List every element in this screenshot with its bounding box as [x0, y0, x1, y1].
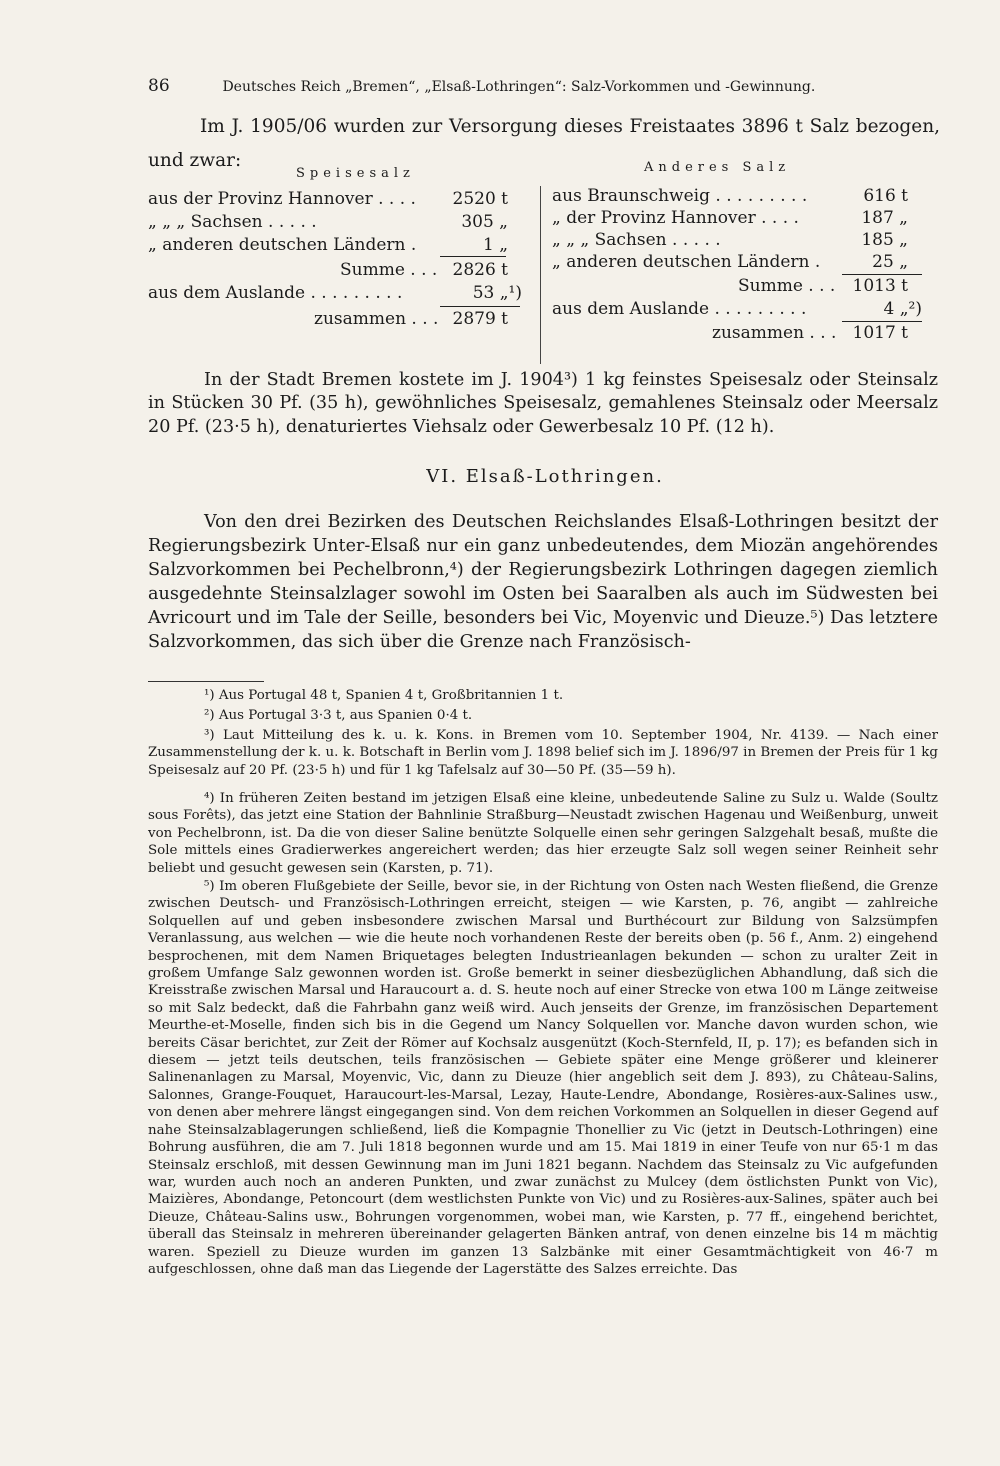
row-label: „ anderen deutschen Ländern .: [552, 252, 821, 272]
row-label: aus dem Auslande . . . . . . . . .: [148, 283, 403, 303]
sum-rule: [440, 256, 506, 257]
price-paragraph: In der Stadt Bremen kostete im J. 1904³) 1 kg feinstes Speisesalz oder Steinsalz in Stücken 30 Pf. (35 h), gewöhnliches Speisesalz, gemahlenes Steinsalz oder Meersalz 20 Pf. (23·5 h), denaturiertes Viehsalz oder Gewerbesalz 10 Pf. (12 h).: [148, 370, 938, 437]
section-paragraph: Von den drei Bezirken des Deutschen Reichslandes Elsaß-Lothringen besitzt der Regierungsbezirk Unter-Elsaß nur ein ganz unbedeutendes, dem Miozän angehörendes Salzvorkommen bei Pechelbronn,⁴) der Regierungsbezirk Lothringen dagegen ziemlich ausgedehnte Steinsalzlager sowohl im Osten bei Saaralben als auch im Südwesten bei Avricourt und im Tale der Seille, besonders bei Vic, Moyenvic und Dieuze.⁵) Das letztere Salzvorkommen, das sich über die Grenze nach Französisch-: [148, 512, 938, 652]
row-label: „ anderen deutschen Ländern .: [148, 235, 417, 255]
intro-line-2: und zwar:: [148, 150, 242, 171]
sum-rule: [842, 274, 922, 275]
row-value: 2520 t: [452, 189, 508, 209]
row-value: 2826 t: [452, 260, 508, 280]
row-label: aus dem Auslande . . . . . . . . .: [552, 299, 807, 319]
row-label: zusammen . . .: [712, 323, 837, 343]
table-title-speisesalz: Speisesalz: [296, 166, 415, 181]
row-label: „ „ „ Sachsen . . . . .: [148, 212, 317, 232]
table-anderes-salz: [552, 160, 942, 346]
footnote-4: ⁴) In früheren Zeiten bestand im jetzigen Elsaß eine kleine, unbedeutende Saline zu Sulz u. Walde (Soultz sous Forêts), das jetzt eine Station der Bahnlinie Straßburg—Neustadt zwischen Hagenau und Weißenburg, unweit von Pechelbronn, ist. Da die von dieser Saline benützte Solquelle einen sehr geringen Salzgehalt besaß, mußte die Sole mittels eines Gradierwerkes angereichert werden; das hier erzeugte Salz soll wegen seiner Reinheit sehr beliebt und gesucht gewesen sein (Karsten, p. 71).: [148, 791, 938, 876]
footnote-rule: [148, 681, 264, 682]
row-value: 185 „: [861, 230, 908, 250]
row-value: 53 „¹): [472, 283, 522, 303]
row-label: aus der Provinz Hannover . . . .: [148, 189, 416, 209]
section-heading: VI. Elsaß-Lothringen.: [426, 466, 664, 487]
row-label: zusammen . . .: [314, 309, 439, 329]
table-speisesalz: [148, 166, 528, 346]
row-label: Summe . . .: [340, 260, 438, 280]
row-value: 1013 t: [852, 276, 908, 296]
row-value: 305 „: [461, 212, 508, 232]
row-label: Summe . . .: [738, 276, 836, 296]
intro-line-1: Im J. 1905/06 wurden zur Versorgung dieses Freistaates 3896 t Salz bezogen,: [200, 116, 940, 137]
row-value: 616 t: [863, 186, 908, 206]
running-title: Deutsches Reich „Bremen“, „Elsaß-Lothringen“: Salz-Vorkommen und -Gewinnung.: [222, 79, 816, 95]
table-title-anderes-salz: Anderes Salz: [644, 160, 791, 175]
row-value: 187 „: [861, 208, 908, 228]
row-value: 4 „²): [883, 299, 922, 319]
total-rule: [440, 306, 520, 307]
footnote-1: ¹) Aus Portugal 48 t, Spanien 4 t, Großbritannien 1 t.: [204, 688, 564, 703]
footnote-5: ⁵) Im oberen Flußgebiete der Seille, bevor sie, in der Richtung von Osten nach Westen fließend, die Grenze zwischen Deutsch- und Französisch-Lothringen erreicht, steigen — wie Karsten, p. 76, angibt — zahlreiche Solquellen auf und geben insbesondere zwischen Marsal und Burthécourt zur Bildung von Salzsümpfen Veranlassung, aus welchen — wie die heute noch vorhandenen Reste der bereits oben (p. 56 f., Anm. 2) eingehend besprochenen, mit dem Namen Briquetages belegten Industrieanlagen bekunden — schon zu uralter Zeit in großem Umfange Salz gewonnen worden ist. Große bemerkt in seiner diesbezüglichen Abhandlung, daß sich die Kreisstraße zwischen Marsal und Haraucourt a. d. S. heute noch auf einer Strecke von etwa 100 m Länge zeitweise so mit Salz bedeckt, daß die Fahrbahn ganz weiß wird. Auch jenseits der Grenze, im französischen Departement Meurthe-et-Moselle, finden sich bis in die Gegend um Nancy Solquellen vor. Manche davon wurden schon, wie bereits Cäsar berichtet, zur Zeit der Römer auf Kochsalz ausgenützt (Koch-Sternfeld, II, p. 17); es befanden sich in diesem — jetzt teils deutschen, teils französischen — Gebiete später eine Menge größerer und kleinerer Salinenanlagen zu Marsal, Moyenvic, Vic, dann zu Dieuze (hier angeblich seit dem J. 893), zu Château-Salins, Salonnes, Grange-Fouquet, Haraucourt-les-Marsal, Lezay, Haute-Lendre, Abondange, Rosières-aux-Salines usw., von denen aber mehrere längst eingegangen sind. Von dem reichen Vorkommen an Solquellen in dieser Gegend auf nahe Steinsalzablagerungen schließend, ließ die Kompagnie Thonellier zu Vic (jetzt in Deutsch-Lothringen) eine Bohrung ausführen, die am 7. Juli 1818 begonnen wurde und am 15. Mai 1819 in einer Teufe von nur 65·1 m das Steinsalz erschloß, mit dessen Gewinnung man im Juni 1821 begann. Nachdem das Steinsalz zu Vic aufgefunden war, wurden auch noch an anderen Punkten, und zwar zunächst zu Mulcey (dem östlichsten Punkt von Vic), Maizières, Abondange, Petoncourt (dem westlichsten Punkte von Vic) und zu Rosières-aux-Salines, später auch bei Dieuze, Château-Salins usw., Bohrungen vorgenommen, wobei man, wie Karsten, p. 77 ff., eingehend berichtet, überall das Steinsalz in mehreren übereinander gelagerten Bänken antraf, von denen einzelne bis 14 m mächtig waren. Speziell zu Dieuze wurden im ganzen 13 Salzbänke mit einer Gesamtmächtigkeit von 46·7 m aufgeschlossen, ohne daß man das Liegende der Lagerstätte des Salzes erreichte. Das: [148, 879, 938, 1277]
page-number: 86: [148, 76, 170, 96]
footnote-3: ³) Laut Mitteilung des k. u. k. Kons. in Bremen vom 10. September 1904, Nr. 4139. — Nach einer Zusammenstellung der k. u. k. Botschaft in Berlin vom J. 1898 belief sich im J. 1896/97 in Bremen der Preis für 1 kg Speisesalz auf 20 Pf. (23·5 h) und für 1 kg Tafelsalz auf 30—50 Pf. (35—59 h).: [148, 728, 938, 778]
row-value: 1 „: [482, 235, 508, 255]
total-rule: [842, 321, 922, 322]
row-label: „ der Provinz Hannover . . . .: [552, 208, 799, 228]
column-divider: [540, 186, 541, 364]
row-value: 2879 t: [452, 309, 508, 329]
footnote-2: ²) Aus Portugal 3·3 t, aus Spanien 0·4 t.: [204, 708, 473, 723]
row-value: 25 „: [872, 252, 908, 272]
row-label: aus Braunschweig . . . . . . . . .: [552, 186, 808, 206]
row-value: 1017 t: [852, 323, 908, 343]
page-header: [148, 76, 948, 96]
row-label: „ „ „ Sachsen . . . . .: [552, 230, 721, 250]
